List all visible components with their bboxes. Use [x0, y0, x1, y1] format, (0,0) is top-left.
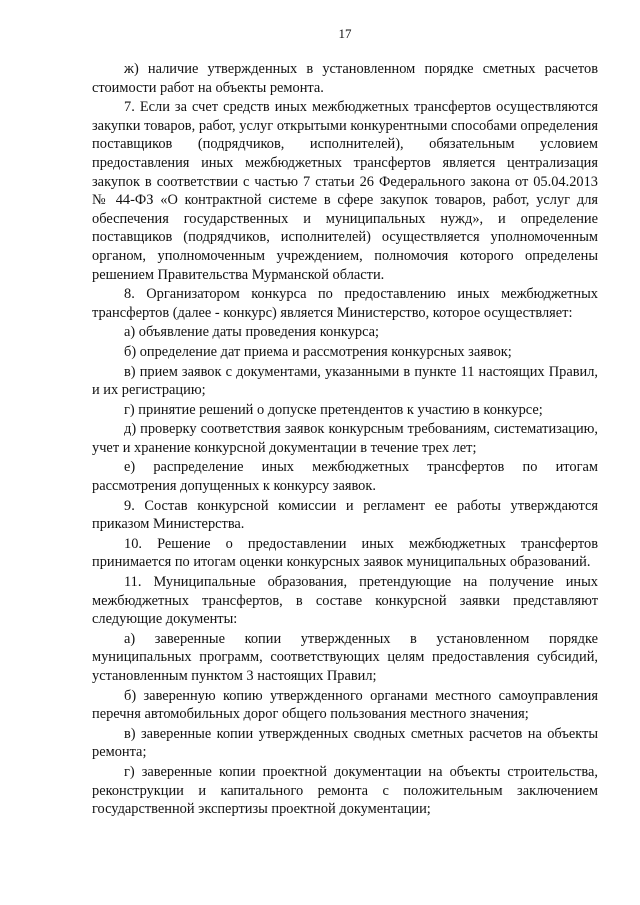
paragraph-2: 7. Если за счет средств иных межбюджетных трансфертов осуществляются закупки товаров, работ, услуг открытыми конкурентными способами определения поставщиков (подрядчиков, исполнителей), обязательным условием предоставления иных межбюджетных трансфертов является централизация закупок в соответствии с частью 7 статьи 26 Федерального закона от 05.04.2013 № 44-ФЗ «О контрактной системе в сфере закупок товаров, работ, услуг для обеспечения государственных и муниципальных нужд», и определение поставщиков (подрядчиков, исполнителей) осуществляется уполномоченным органом, уполномоченным учреждением, полномочия которого определены решением Правительства Мурманской области.	[92, 99, 598, 283]
paragraph-10: 9. Состав конкурсной комиссии и регламент ее работы утверждаются приказом Министерства.	[92, 497, 598, 533]
paragraph-11: 10. Решение о предоставлении иных межбюджетных трансфертов принимается по итогам оценки конкурсных заявок муниципальных образований.	[92, 535, 598, 571]
paragraph-16: г) заверенные копии проектной документации на объекты строительства, реконструкции и капитального ремонта с положительным заключением государственной экспертизы проектной документации;	[92, 763, 598, 818]
paragraph-5: б) определение дат приема и рассмотрения конкурсных заявок;	[124, 343, 512, 360]
paragraph-6: в) прием заявок с документами, указанными в пункте 11 настоящих Правил, и их регистрацию;	[92, 363, 598, 399]
paragraph-13: а) заверенные копии утвержденных в установленном порядке муниципальных программ, соответствующих целям предоставления субсидий, установленным пунктом 3 настоящих Правил;	[92, 630, 598, 684]
paragraph-12: 11. Муниципальные образования, претендующие на получение иных межбюджетных трансфертов, в составе конкурсной заявки представляют следующие документы:	[92, 574, 598, 628]
paragraph-7: г) принятие решений о допуске претендентов к участию в конкурсе;	[124, 401, 543, 418]
paragraph-8: д) проверку соответствия заявок конкурсным требованиям, систематизацию, учет и хранение конкурсной документации в течение трех лет;	[92, 421, 598, 456]
page-number: 17	[338, 26, 352, 41]
document-page	[92, 26, 598, 820]
paragraph-1: ж) наличие утвержденных в установленном порядке сметных расчетов стоимости работ на объекты ремонта.	[92, 61, 598, 96]
paragraph-14: б) заверенную копию утвержденного органами местного самоуправления перечня автомобильных дорог общего пользования местного значения;	[92, 687, 598, 723]
paragraph-3: 8. Организатором конкурса по предоставлению иных межбюджетных трансфертов (далее - конкурс) является Министерство, которое осуществляет:	[92, 286, 598, 321]
paragraph-4: а) объявление даты проведения конкурса;	[124, 324, 380, 341]
paragraph-15: в) заверенные копии утвержденных сводных сметных расчетов на объекты ремонта;	[92, 725, 598, 761]
paragraph-9: е) распределение иных межбюджетных трансфертов по итогам рассмотрения допущенных к конкурсу заявок.	[92, 459, 598, 495]
